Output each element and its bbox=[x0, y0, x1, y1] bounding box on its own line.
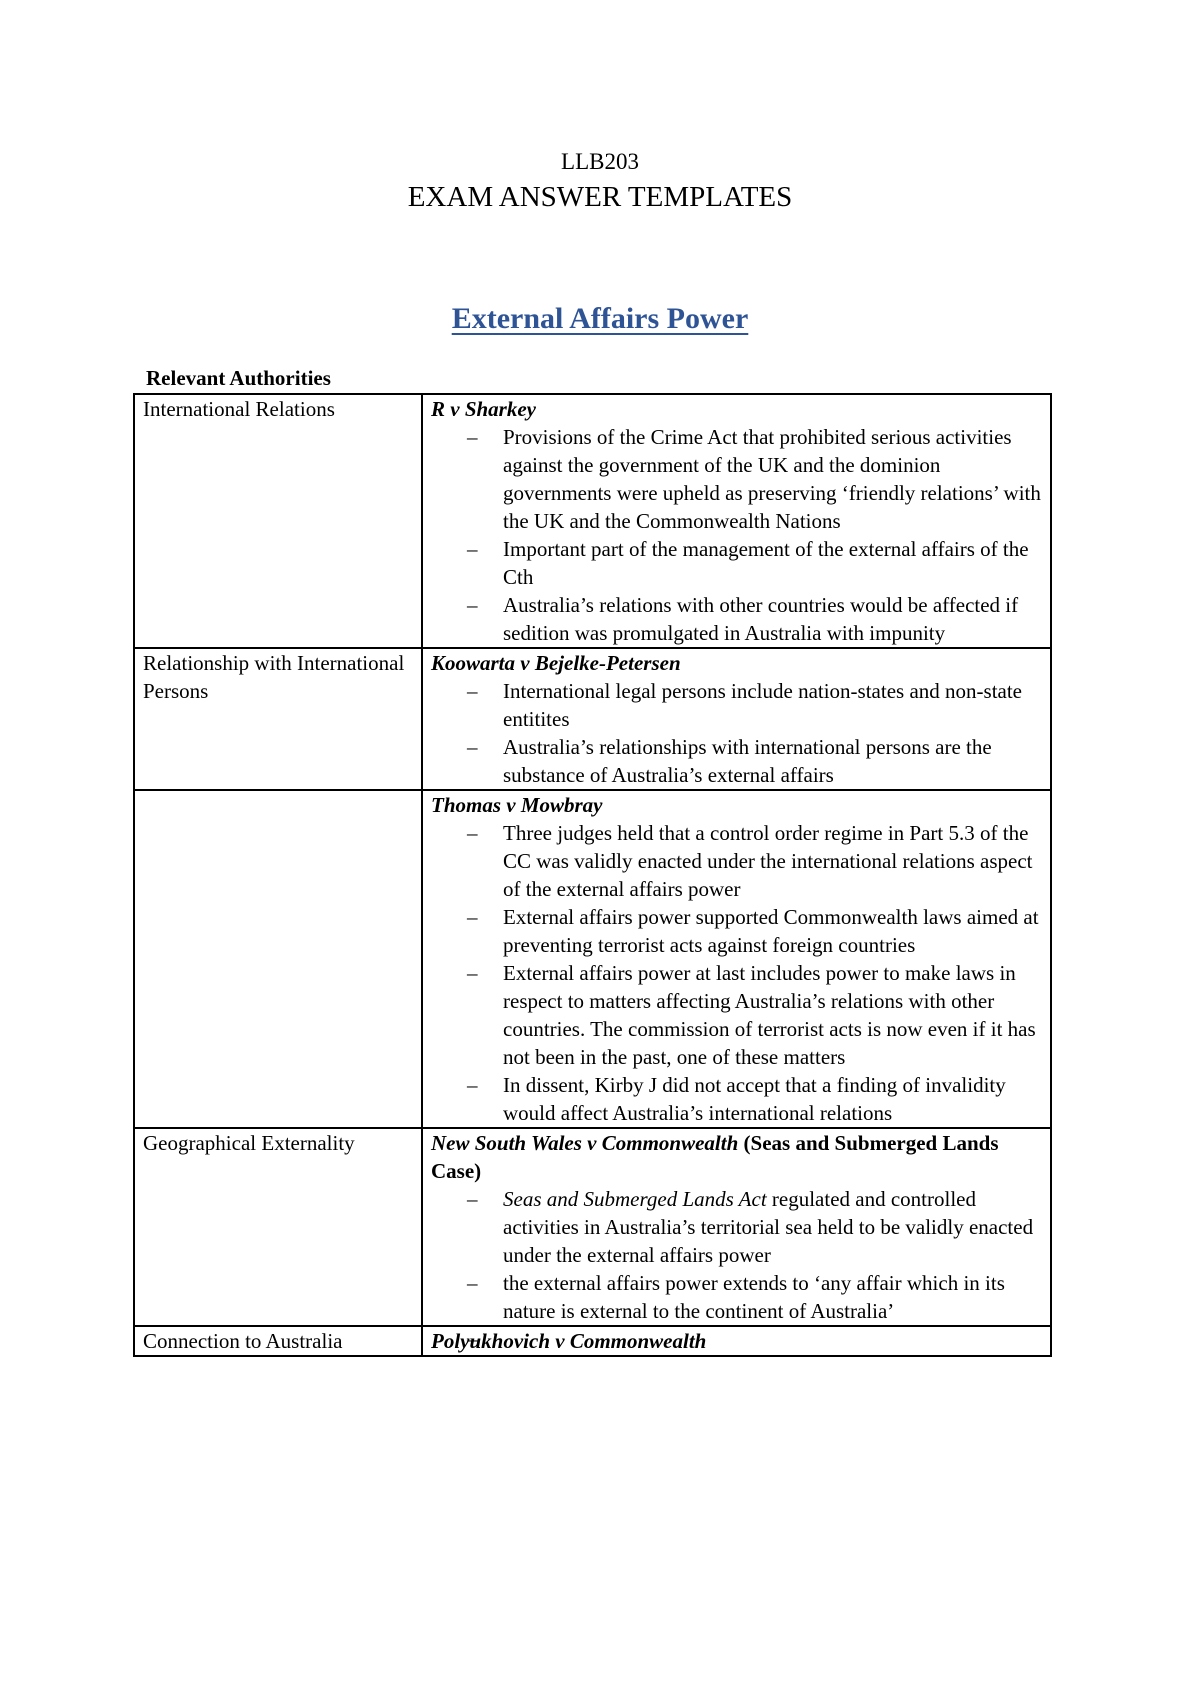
authority-cell bbox=[422, 1326, 1051, 1356]
case-name: R v Sharkey bbox=[431, 397, 536, 421]
table-row bbox=[134, 648, 1051, 790]
case-point: – External affairs power supported Commonwealth laws aimed at preventing terrorist acts against foreign countries bbox=[431, 903, 1044, 959]
case-name-suffix: (Seas and Submerged Lands Case) bbox=[431, 1131, 999, 1183]
authority-cell bbox=[422, 1128, 1051, 1326]
case-point: – Seas and Submerged Lands Act regulated and controlled activities in Australia’s territorial sea held to be validly enacted under the external affairs power bbox=[431, 1185, 1044, 1269]
table-row bbox=[134, 394, 1051, 648]
table-row bbox=[134, 1128, 1051, 1326]
case-point: – Important part of the management of the external affairs of the Cth bbox=[431, 535, 1044, 591]
case-point: – External affairs power at last includes power to make laws in respect to matters affecting Australia’s relations with other countries. The commission of terrorist acts is now even if it has not been in the past, one of these matters bbox=[431, 959, 1044, 1071]
course-code: LLB203 bbox=[561, 149, 639, 174]
topic-cell: Relationship with International Persons bbox=[134, 648, 422, 790]
case-point: – the external affairs power extends to ‘any affair which in its nature is external to the continent of Australia’ bbox=[431, 1269, 1044, 1325]
authorities-table-body bbox=[134, 394, 1051, 1356]
authority-cell bbox=[422, 790, 1051, 1128]
case-heading bbox=[431, 649, 1044, 677]
case-point: – Australia’s relationships with international persons are the substance of Australia’s external affairs bbox=[431, 733, 1044, 789]
authority-cell bbox=[422, 394, 1051, 648]
authorities-table bbox=[133, 393, 1052, 1357]
topic-cell bbox=[134, 790, 422, 1128]
case-point: – In dissent, Kirby J did not accept that a finding of invalidity would affect Australia’s international relations bbox=[431, 1071, 1044, 1127]
case-points-list bbox=[431, 1185, 1044, 1325]
document-title: EXAM ANSWER TEMPLATES bbox=[407, 181, 793, 213]
table-row bbox=[134, 790, 1051, 1128]
case-point: – Provisions of the Crime Act that prohibited serious activities against the government of the UK and the dominion governments were upheld as preserving ‘friendly relations’ with the UK and the Commonwealth Nations bbox=[431, 423, 1044, 535]
table-row bbox=[134, 1326, 1051, 1356]
case-heading bbox=[431, 1129, 1044, 1185]
case-point: – International legal persons include nation-states and non-state entitites bbox=[431, 677, 1044, 733]
case-point: – Australia’s relations with other countries would be affected if sedition was promulgated in Australia with impunity bbox=[431, 591, 1044, 647]
case-heading bbox=[431, 1327, 1044, 1355]
case-name: Thomas v Mowbray bbox=[431, 793, 603, 817]
topic-cell: International Relations bbox=[134, 394, 422, 648]
case-point: – Three judges held that a control order regime in Part 5.3 of the CC was validly enacted under the international relations aspect of the external affairs power bbox=[431, 819, 1044, 903]
topic-cell: Connection to Australia bbox=[134, 1326, 422, 1356]
topic-cell: Geographical Externality bbox=[134, 1128, 422, 1326]
case-name: Koowarta v Bejelke-Petersen bbox=[431, 651, 681, 675]
case-name: New South Wales v Commonwealth bbox=[431, 1131, 739, 1155]
case-heading bbox=[431, 791, 1044, 819]
table-caption: Relevant Authorities bbox=[146, 366, 331, 390]
case-heading bbox=[431, 395, 1044, 423]
case-points-list bbox=[431, 677, 1044, 789]
section-heading: External Affairs Power bbox=[451, 302, 749, 335]
case-points-list bbox=[431, 819, 1044, 1127]
case-name: Polyukhovich v Commonwealth bbox=[431, 1329, 707, 1353]
case-points-list bbox=[431, 423, 1044, 647]
statute-name: Seas and Submerged Lands Act bbox=[503, 1187, 767, 1211]
authority-cell bbox=[422, 648, 1051, 790]
